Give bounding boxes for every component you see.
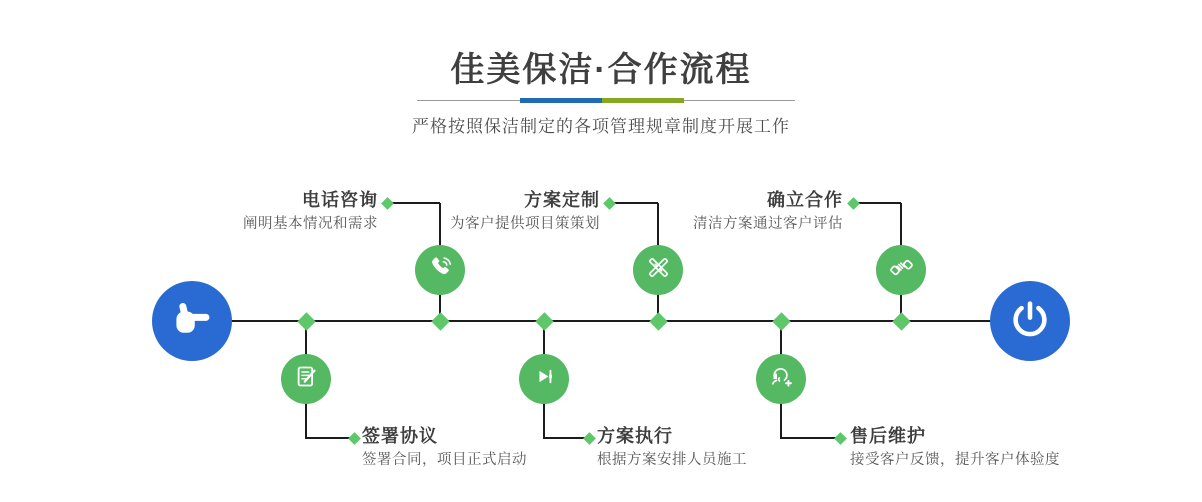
step-circle-execute bbox=[519, 354, 569, 404]
timeline-node-diamond bbox=[772, 312, 790, 330]
step-label-phone bbox=[243, 190, 378, 233]
timeline-node-diamond bbox=[297, 312, 315, 330]
start-endpoint bbox=[152, 281, 232, 361]
step-title: 确立合作 bbox=[767, 190, 843, 210]
elbow-phone bbox=[391, 202, 440, 204]
step-label-sign bbox=[362, 426, 527, 469]
step-desc: 签署合同，项目正式启动 bbox=[362, 452, 527, 468]
step-desc: 阐明基本情况和需求 bbox=[243, 216, 378, 232]
step-title: 方案执行 bbox=[597, 426, 673, 446]
pointing-hand-icon bbox=[170, 297, 214, 346]
step-desc: 根据方案安排人员施工 bbox=[597, 452, 747, 468]
handshake-icon bbox=[888, 254, 915, 286]
label-node-diamond bbox=[381, 197, 394, 210]
timeline-node-diamond bbox=[892, 312, 910, 330]
label-node-diamond bbox=[348, 432, 361, 445]
step-circle-phone bbox=[415, 245, 465, 295]
step-label-cooperate bbox=[693, 190, 843, 233]
label-node-diamond bbox=[583, 432, 596, 445]
contract-icon bbox=[293, 363, 320, 395]
step-desc: 接受客户反馈，提升客户体验度 bbox=[850, 452, 1060, 468]
phone-icon bbox=[427, 254, 454, 286]
step-circle-plan bbox=[633, 245, 683, 295]
step-label-aftersale bbox=[850, 426, 1060, 469]
timeline-node-diamond bbox=[649, 312, 667, 330]
label-node-diamond bbox=[847, 197, 860, 210]
step-label-execute bbox=[597, 426, 747, 469]
power-icon bbox=[1009, 298, 1051, 345]
elbow-aftersale bbox=[780, 437, 836, 439]
elbow-sign bbox=[305, 437, 350, 439]
step-desc: 为客户提供项目策策划 bbox=[450, 216, 600, 232]
label-node-diamond bbox=[603, 197, 616, 210]
timeline-node-diamond bbox=[535, 312, 553, 330]
timeline-node-diamond bbox=[431, 312, 449, 330]
play-icon bbox=[531, 363, 558, 395]
title-divider-green-segment bbox=[602, 98, 684, 103]
elbow-cooperate bbox=[857, 202, 901, 204]
pencil-ruler-icon bbox=[645, 254, 672, 286]
step-title: 售后维护 bbox=[850, 426, 926, 446]
step-circle-aftersale bbox=[756, 354, 806, 404]
step-circle-sign bbox=[281, 354, 331, 404]
step-label-plan bbox=[450, 190, 600, 233]
elbow-plan bbox=[613, 202, 658, 204]
timeline-main-line bbox=[226, 320, 992, 322]
step-title: 签署协议 bbox=[362, 426, 438, 446]
step-title: 方案定制 bbox=[524, 190, 600, 210]
end-endpoint bbox=[990, 281, 1070, 361]
title-divider-blue-segment bbox=[520, 98, 602, 103]
label-node-diamond bbox=[834, 432, 847, 445]
step-circle-cooperate bbox=[876, 245, 926, 295]
headset-icon bbox=[768, 363, 795, 395]
page-title: 佳美保洁·合作流程 bbox=[450, 51, 752, 89]
step-desc: 清洁方案通过客户评估 bbox=[693, 216, 843, 232]
page-subtitle: 严格按照保洁制定的各项管理规章制度开展工作 bbox=[412, 117, 790, 136]
step-title: 电话咨询 bbox=[302, 190, 378, 210]
